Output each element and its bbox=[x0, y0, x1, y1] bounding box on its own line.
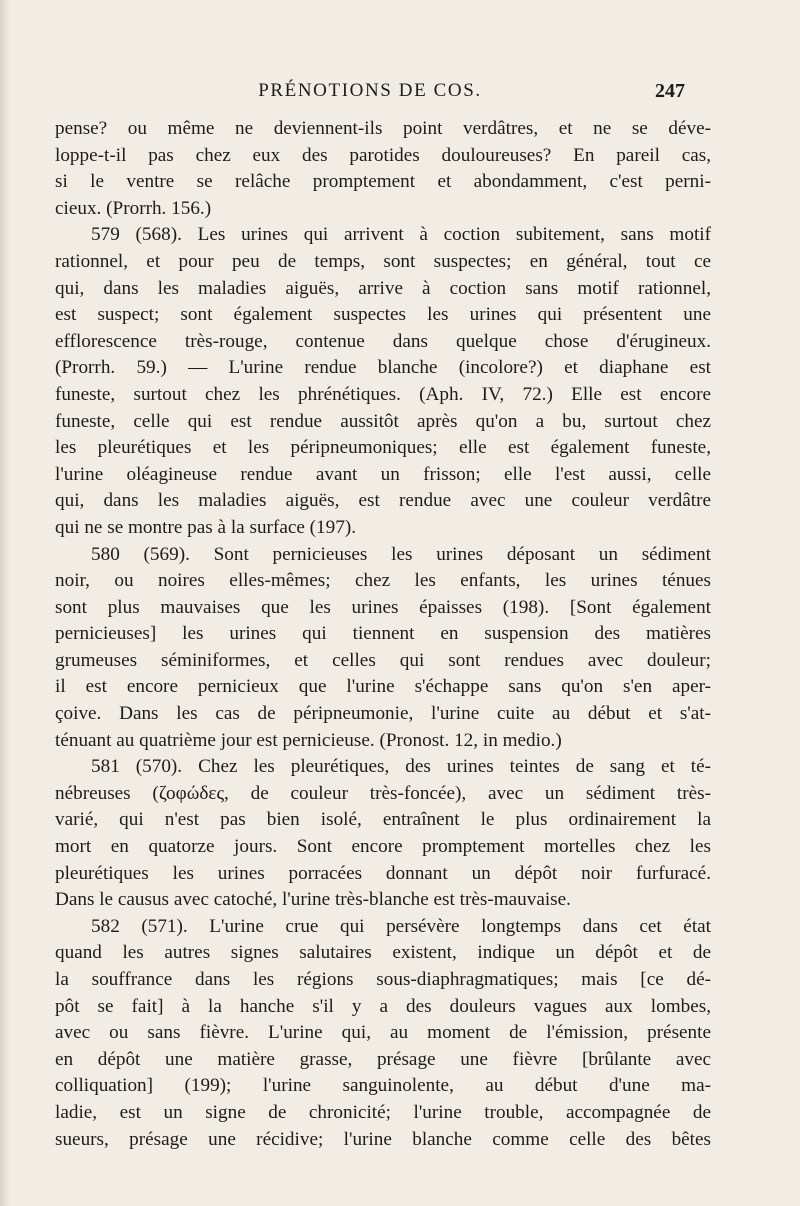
paragraph-579-start: 579 (568). Les urines qui arrivent à coction subitement, sans motif bbox=[91, 224, 711, 246]
text-line: rationnel, et pour peu de temps, sont suspectes; en général, tout ce bbox=[55, 250, 711, 272]
text-line: les pleurétiques et les péripneumoniques; elle est également funeste, bbox=[55, 437, 711, 459]
text-line: qui ne se montre pas à la surface (197). bbox=[55, 516, 357, 538]
text-line: funeste, celle qui est rendue aussitôt après qu'on a bu, surtout chez bbox=[55, 410, 711, 432]
paragraph-581-start: 581 (570). Chez les pleurétiques, des urines teintes de sang et té- bbox=[91, 756, 711, 778]
text-line: qui, dans les maladies aiguës, arrive à coction sans motif rationnel, bbox=[55, 277, 711, 299]
text-line: (Prorrh. 59.) — L'urine rendue blanche (incolore?) et diaphane est bbox=[55, 357, 711, 379]
text-line: est suspect; sont également suspectes les urines qui présentent une bbox=[55, 304, 711, 326]
text-line: grumeuses séminiformes, et celles qui sont rendues avec douleur; bbox=[55, 649, 711, 671]
paragraph-580-start: 580 (569). Sont pernicieuses les urines déposant un sédiment bbox=[91, 543, 711, 565]
running-title: PRÉNOTIONS DE COS. bbox=[258, 80, 482, 101]
text-line: efflorescence très-rouge, contenue dans quelque chose d'érugineux. bbox=[55, 330, 711, 352]
text-line: pôt se fait] à la hanche s'il y a des douleurs vagues aux lombes, bbox=[55, 995, 711, 1017]
text-line: sueurs, présage une récidive; l'urine blanche comme celle des bêtes bbox=[55, 1128, 711, 1150]
paragraph-582-start: 582 (571). L'urine crue qui persévère longtemps dans cet état bbox=[91, 915, 711, 937]
text-line: ténuant au quatrième jour est pernicieuse. (Pronost. 12, in medio.) bbox=[55, 729, 562, 751]
text-line: en dépôt une matière grasse, présage une fièvre [brûlante avec bbox=[55, 1048, 711, 1070]
text-line: sont plus mauvaises que les urines épaisses (198). [Sont également bbox=[55, 596, 711, 618]
text-line: loppe-t-il pas chez eux des parotides douloureuses? En pareil cas, bbox=[55, 144, 711, 166]
text-line: funeste, surtout chez les phrénétiques. (Aph. IV, 72.) Elle est encore bbox=[55, 383, 711, 405]
text-line: Dans le causus avec catoché, l'urine très-blanche est très-mauvaise. bbox=[55, 889, 571, 911]
text-line: qui, dans les maladies aiguës, est rendue avec une couleur verdâtre bbox=[55, 490, 711, 512]
text-line: nébreuses (ζοφώδες, de couleur très-foncée), avec un sédiment très- bbox=[55, 782, 711, 804]
text-line: si le ventre se relâche promptement et abondamment, c'est perni- bbox=[55, 171, 711, 193]
page-header bbox=[55, 80, 685, 110]
text-line: varié, qui n'est pas bien isolé, entraînent le plus ordinairement la bbox=[55, 809, 711, 831]
text-line: la souffrance dans les régions sous-diaphragmatiques; mais [ce dé- bbox=[55, 969, 711, 990]
text-line: il est encore pernicieux que l'urine s'échappe sans qu'on s'en aper- bbox=[55, 676, 711, 698]
page-number: 247 bbox=[655, 80, 685, 102]
text-line: mort en quatorze jours. Sont encore promptement mortelles chez les bbox=[55, 836, 711, 858]
text-line: noir, ou noires elles-mêmes; chez les enfants, les urines ténues bbox=[55, 570, 711, 592]
text-line: l'urine oléagineuse rendue avant un frisson; elle l'est aussi, celle bbox=[55, 463, 711, 485]
text-line: cieux. (Prorrh. 156.) bbox=[55, 197, 212, 219]
text-line: çoive. Dans les cas de péripneumonie, l'urine cuite au début et s'at- bbox=[55, 703, 711, 725]
text-line: avec ou sans fièvre. L'urine qui, au moment de l'émission, présente bbox=[55, 1022, 711, 1044]
body-text bbox=[55, 116, 711, 1153]
text-line: pleurétiques les urines porracées donnant un dépôt noir furfuracé. bbox=[55, 862, 711, 884]
text-line: pense? ou même ne deviennent-ils point verdâtres, et ne se déve- bbox=[55, 118, 711, 139]
page-edge bbox=[0, 0, 10, 1206]
text-line: pernicieuses] les urines qui tiennent en suspension des matières bbox=[55, 623, 711, 645]
text-line: ladie, est un signe de chronicité; l'urine trouble, accompagnée de bbox=[55, 1101, 711, 1123]
text-line: colliquation] (199); l'urine sanguinolente, au début d'une ma- bbox=[55, 1075, 711, 1097]
text-line: quand les autres signes salutaires existent, indique un dépôt et de bbox=[55, 942, 711, 964]
